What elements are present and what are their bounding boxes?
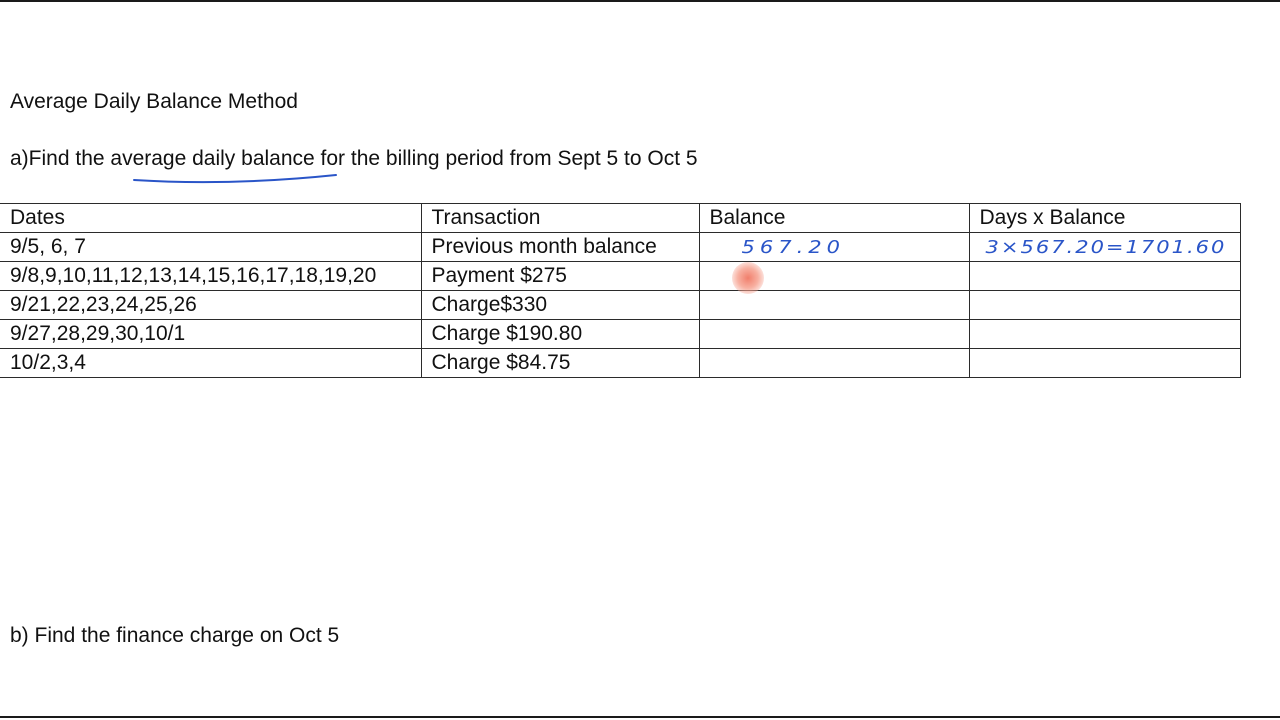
pen-cursor-highlight — [732, 262, 764, 294]
cell-balance — [699, 233, 969, 262]
header-transaction: Transaction — [421, 204, 699, 233]
cell-transaction: Charge $190.80 — [421, 320, 699, 349]
cell-days-x-balance — [969, 262, 1240, 291]
header-balance: Balance — [699, 204, 969, 233]
cell-days-x-balance — [969, 320, 1240, 349]
question-b: b) Find the finance charge on Oct 5 — [10, 624, 340, 647]
cell-balance — [699, 349, 969, 378]
cell-dates: 9/5, 6, 7 — [0, 233, 421, 262]
cell-transaction: Charge $84.75 — [421, 349, 699, 378]
header-dates: Dates — [0, 204, 421, 233]
table-row — [0, 262, 1240, 291]
cell-days-x-balance — [969, 349, 1240, 378]
cell-days-x-balance — [969, 291, 1240, 320]
question-a-prefix: a)Find the — [10, 147, 111, 170]
table-row — [0, 291, 1240, 320]
table-row — [0, 349, 1240, 378]
cell-transaction: Payment $275 — [421, 262, 699, 291]
handwritten-product: 3×567.20=1701.60 — [985, 236, 1227, 257]
cell-dates: 9/21,22,23,24,25,26 — [0, 291, 421, 320]
document-title: Average Daily Balance Method — [10, 90, 298, 113]
header-days-x-balance: Days x Balance — [969, 204, 1240, 233]
table-row — [0, 320, 1240, 349]
cell-dates: 9/27,28,29,30,10/1 — [0, 320, 421, 349]
cell-transaction: Charge$330 — [421, 291, 699, 320]
cell-dates: 9/8,9,10,11,12,13,14,15,16,17,18,19,20 — [0, 262, 421, 291]
table-row — [0, 233, 1240, 262]
balance-table — [0, 203, 1241, 378]
table-header-row — [0, 204, 1240, 233]
cell-balance — [699, 320, 969, 349]
cell-dates: 10/2,3,4 — [0, 349, 421, 378]
question-a-suffix: for the billing period from Sept 5 to Oct 5 — [314, 147, 698, 170]
bottom-border — [0, 716, 1280, 718]
top-border — [0, 0, 1280, 2]
question-a-emphasis: average daily balance — [110, 147, 315, 170]
cell-balance — [699, 291, 969, 320]
cell-days-x-balance — [969, 233, 1240, 262]
cell-transaction: Previous month balance — [421, 233, 699, 262]
handwritten-balance: 567.20 — [741, 236, 845, 257]
question-a — [10, 147, 698, 171]
